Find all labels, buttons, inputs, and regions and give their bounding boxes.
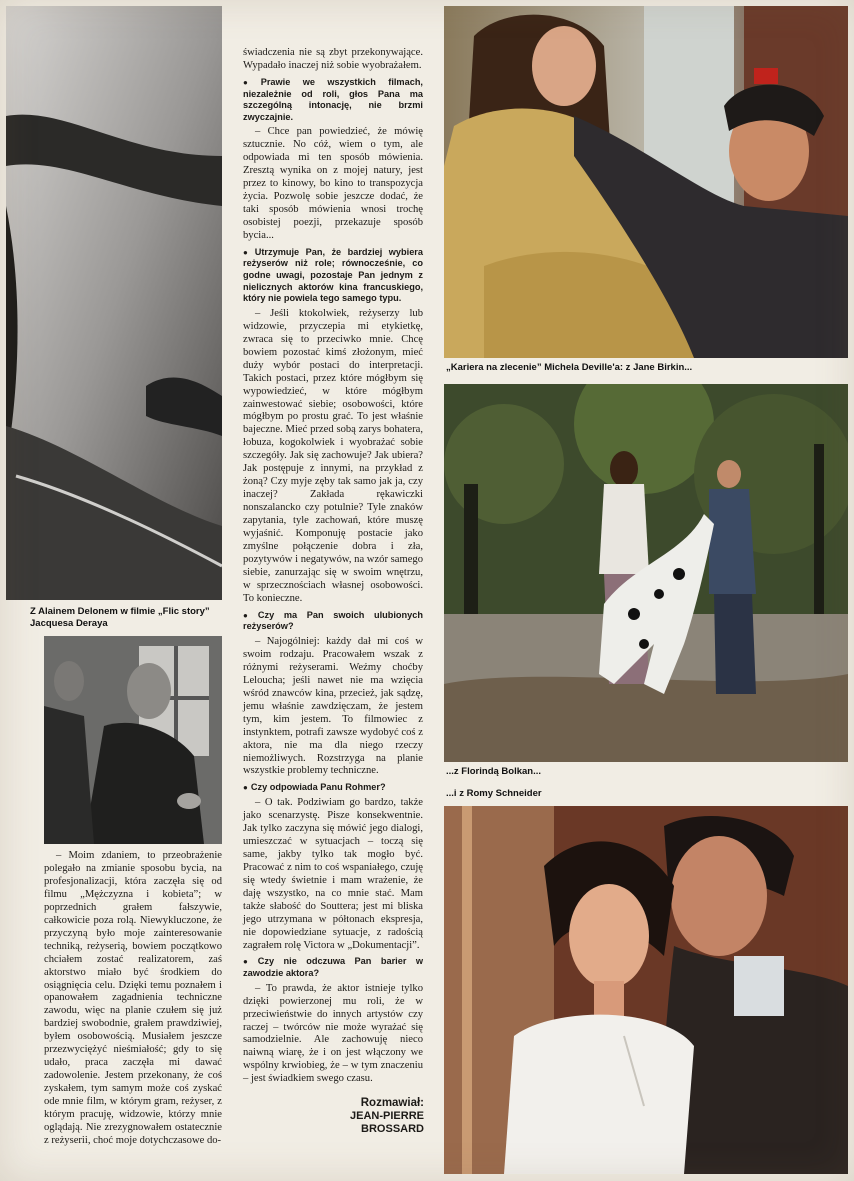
bullet-icon: ●	[243, 957, 255, 967]
interview-question: ● Prawie we wszystkich filmach, niezależnie od roli, głos Pana ma szczególną intonację, nie brzmi zwyczajnie.	[243, 76, 423, 122]
paragraph: świadczenia nie są zbyt przekonywające. Wypadało inaczej niż sobie wyobrażałem.	[243, 47, 423, 71]
photo-jane-birkin	[444, 6, 848, 358]
text-column-left	[44, 850, 222, 1148]
photo-florinda-bolkan	[444, 384, 848, 762]
paragraph: – Moim zdaniem, to przeobrażenie polegało na zmianie sposobu bycia, na profesjonalizacji, która zaczęła się od filmu „Mężczyzna i kobieta”; w poprzednich grałem fałszywie, całkowicie poza rolą. Niewykluczone, że przyczyną było moje zainteresowanie techniką, reżyserią, bowiem początkowo chciałem zostać realizatorem, zaś aktorstwo miało być środkiem do osiągnięcia celu. Dzięki temu poznałem i opanowałem zagadnienia techniczne zawodu, więc na planie czułem się już bardziej swobodnie, grałem prawdziwiej, byłem osobowością. Musiałem jeszcze przezwyciężyć nieśmiałość; gdy to się udało, praca zaczęła mi dawać zadowolenie. Jestem przekonany, że coś zyskałem, tym samym może coś zyskać ode mnie film, w którym gram, reżyser, z którym pracuję, widzowie, którzy mnie oglądają. Nie zrezygnowałem ostatecznie z reżyserii, choć moje dotychczasowe do-	[44, 850, 222, 1146]
caption-bolkan: ...z Florindą Bolkan...	[446, 766, 542, 777]
interview-question: ● Utrzymuje Pan, że bardziej wybiera reżyserów niż role; równocześnie, co godne uwagi, pozostaje Pan jednym z nielicznych aktorów kina francuskiego, który nie powiela tego samego typu.	[243, 246, 423, 304]
interview-question: ● Czy nie odczuwa Pan barier w zawodzie aktora?	[243, 956, 423, 979]
photo-two-men	[44, 636, 222, 844]
bullet-icon: ●	[243, 610, 255, 620]
bullet-icon: ●	[243, 247, 252, 257]
paragraph: – O tak. Podziwiam go bardzo, także jako scenarzystę. Pisze konsekwentnie. Jak tylko zaczyna się mówić jego dialogi, umieszczać w sytuacjach – toczą się same, jakby tylko tak mogło być. Pracować z nim to coś wspaniałego, czuję się wtedy świetnie i mam wrażenie, że daję wszystko, na co mnie stać. Mam także słabość do Souttera; jest mi bliska jego utrzymana w półtonach ekspresja, nie dopowiedziane sytuacje, z radością zagrałem rolę Victora w „Dokumentacji”.	[243, 797, 423, 951]
caption-schneider: ...i z Romy Schneider	[446, 788, 542, 799]
caption-delon: Z Alainem Delonem w filmie „Flic story” Jacquesa Deraya	[30, 606, 210, 629]
signature-name-line-2: BROSSARD	[361, 1123, 424, 1135]
text-column-middle	[243, 47, 423, 1086]
bullet-icon: ●	[243, 77, 258, 87]
paragraph: – To prawda, że aktor istnieje tylko dzięki powierzonej mu roli, że w przeciwieństwie do innych artystów czy raczej – twórców nie może wyrażać się samodzielnie. Ale zachowuję nieco naiwną wiarę, że i on jest włączony we wspólny krwiobieg, że – w tym znaczeniu – jest świadkiem swego czasu.	[243, 982, 423, 1085]
signature-name-line-1: JEAN-PIERRE	[350, 1110, 424, 1122]
bullet-icon: ●	[243, 783, 248, 793]
interview-question: ● Czy ma Pan swoich ulubionych reżyserów?	[243, 609, 423, 632]
photo-romy-schneider	[444, 806, 848, 1174]
paragraph: – Jeśli ktokolwiek, reżyserzy lub widzowie, przyczepia mi etykietkę, zwraca się to przeciwko mnie. Chcę bowiem pozostać kimś złożonym, mieć duży wybór postaci do interpretacji. Takich postaci, przez które mógłbym się wypowiedzieć, w które mógłbym zainwestować siebie; osobowości, które mógłbym po prostu grać. To jest właśnie bajeczne. Mieć przed sobą zarys bohatera, łobuza, kogokolwiek i wyobrażać sobie szczegóły. Jak się zachowuje? Jak ubiera? Jak postępuje z innymi, na przykład z żoną? Czy myje zęby tak samo jak ja, czy inaczej? Zakłada rękawiczki nonszalancko czy potulnie? Tyle znaków zapytania, tyle zachowań, które muszę wyjaśnić. Komponuję postacie jako zmyślne połączenie dobra i zła, pozytywów i negatywów, na wzór samego siebie, zanurzając się w swoim wnętrzu, w sprzecznościach własnej osobowości. To konieczne.	[243, 307, 423, 604]
interviewer-signature	[350, 1097, 424, 1136]
photo-flic-story-closeup	[6, 6, 222, 600]
paragraph: – Najogólniej: każdy dał mi coś w swoim rodzaju. Pracowałem wszak z różnymi reżyserami. Weźmy choćby Leloucha; jeśli nawet nie ma wzięcia wśród znawców kina, przecież, jak sądzę, jemu właśnie zawdzięczam, że jestem tym, kim jestem. To filmowiec z instynktem, potrafi zawsze wydobyć coś z aktora, nie ma dla niego rzeczy niemożliwych. Rozstrzyga na planie wszystkie problemy techniczne.	[243, 635, 423, 777]
signature-label: Rozmawiał:	[360, 1097, 424, 1109]
caption-birkin: „Kariera na zlecenie” Michela Deville'a: z Jane Birkin...	[446, 362, 693, 373]
interview-question: ● Czy odpowiada Panu Rohmer?	[243, 782, 386, 793]
paragraph: – Chce pan powiedzieć, że mówię sztucznie. No cóż, wiem o tym, ale odpowiada mi ten sposób mówienia. Zresztą wynika on z mojej natury, jest przez to kinowy, bo kino to transpozycja życia. Pozwolę sobie jeszcze dodać, że taki sposób mówienia wnosi trochę osobistej poezji, przekazuje sposób bycia...	[243, 126, 423, 241]
